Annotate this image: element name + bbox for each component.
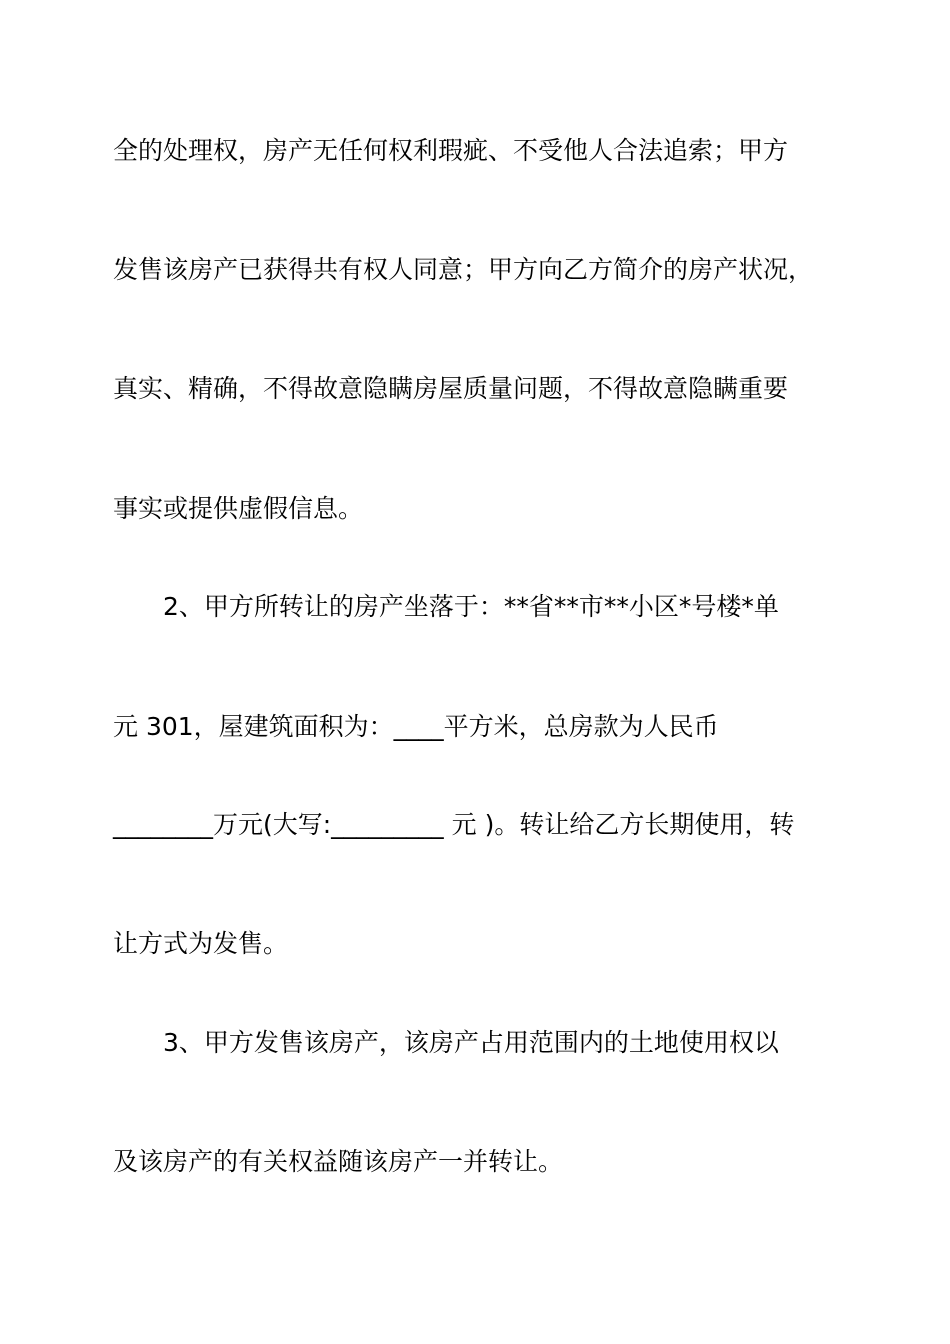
paragraph-line: 元 301，屋建筑面积为：____平方米，总房款为人民币: [113, 712, 719, 741]
paragraph-line: 全的处理权，房产无任何权利瑕疵、不受他人合法追索；甲方: [113, 136, 789, 165]
paragraph-line: 2、甲方所转让的房产坐落于：**省**市**小区*号楼*单: [113, 592, 779, 621]
paragraph-line: 及该房产的有关权益随该房产一并转让。: [113, 1147, 564, 1176]
paragraph-line: ________万元(大写:_________ 元 )。转让给乙方长期使用，转: [113, 810, 795, 839]
paragraph-line: 事实或提供虚假信息。: [113, 494, 364, 523]
paragraph-line: 发售该房产已获得共有权人同意；甲方向乙方简介的房产状况，: [113, 255, 814, 284]
paragraph-line: 3、甲方发售该房产，该房产占用范围内的土地使用权以: [113, 1028, 779, 1057]
paragraph-line: 真实、精确，不得故意隐瞒房屋质量问题，不得故意隐瞒重要: [113, 374, 789, 403]
paragraph-line: 让方式为发售。: [113, 929, 289, 958]
